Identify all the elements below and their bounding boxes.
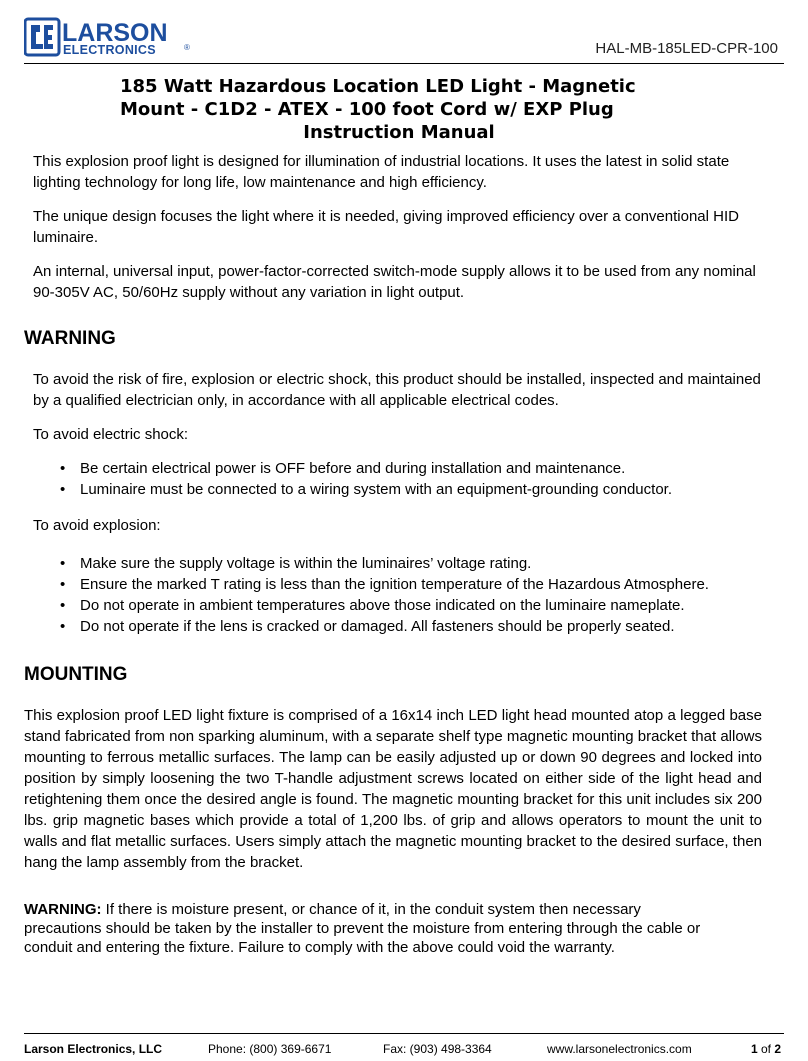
warning-paragraph [33,369,762,411]
list-item-text: Do not operate in ambient temperatures above those indicated on the luminaire nameplate. [80,597,685,614]
footer-company: Larson Electronics, LLC [24,1042,163,1056]
list-item [60,574,768,595]
footer-fax: Fax: (903) 498-3364 [383,1042,492,1056]
logo-name-text: LARSON [62,19,168,47]
list-item-text: Ensure the marked T rating is less than the ignition temperature of the Hazardous Atmosphere. [80,576,709,593]
bullet-icon: • [60,481,66,498]
electric-shock-intro-text: To avoid electric shock: [33,426,189,443]
list-item [60,458,768,479]
larson-logo-mark [24,17,194,57]
mounting-heading: MOUNTING [24,664,128,685]
larson-logo [24,17,194,57]
mounting-warning-line-1 [24,900,762,919]
list-item-text: Be certain electrical power is OFF before and during installation and maintenance. [80,460,626,477]
list-item [60,595,768,616]
title-line-1: 185 Watt Hazardous Location LED Light - Magnetic [120,76,636,97]
warning-paragraph-text: To avoid the risk of fire, explosion or electric shock, this product should be installed, inspected and maintained by a qualified electrician only, in accordance with all applicable electrical codes. [33,371,761,409]
mounting-warning-label: WARNING: [24,901,102,918]
mounting-warning [24,900,762,957]
electric-shock-list [60,458,768,500]
footer-website: www.larsonelectronics.com [547,1042,692,1056]
list-item [60,479,768,500]
mounting-paragraph-text: This explosion proof LED light fixture is comprised of a 16x14 inch LED light head mounted atop a legged base stand fabricated from non sparking aluminum, with a separate shelf type magnetic mounting bracket that allows mounting to ferrous metallic surfaces. The lamp can be easily adjusted up or down 90 degrees and locked into position by simply loosening the two T-handle adjustment screws located on either side of the light head and retightening them once the desired angle is found. The magnetic mounting bracket for this unit includes six 200 lbs. grip magnetic bases which provide a total of 1,200 lbs. of grip and allows operators to mount the unit to walls and flat metallic surfaces. Users simply attach the magnetic mounting bracket to the desired surface, then hang the lamp assembly from the bracket. [24,707,762,871]
list-item-text: Luminaire must be connected to a wiring system with an equipment-grounding conductor. [80,481,672,498]
list-item-text: Do not operate if the lens is cracked or damaged. All fasteners should be properly seated. [80,618,675,635]
intro-paragraph-1 [33,151,762,193]
explosion-list [60,553,768,637]
explosion-intro-text: To avoid explosion: [33,517,161,534]
list-item-text: Make sure the supply voltage is within the luminaires’ voltage rating. [80,555,532,572]
document-title [100,75,708,144]
intro-paragraph-3-text: An internal, universal input, power-factor-corrected switch-mode supply allows it to be used from any nominal 90-305V AC, 50/60Hz supply without any variation in light output. [33,263,756,301]
bullet-icon: • [60,576,66,593]
intro-paragraph-1-text: This explosion proof light is designed for illumination of industrial locations. It uses the latest in solid state lighting technology for long life, low maintenance and high efficiency. [33,153,730,191]
document-number: HAL-MB-185LED-CPR-100 [595,40,778,57]
intro-paragraph-2 [33,206,762,248]
mounting-warning-text-1: If there is moisture present, or chance of it, in the conduit system then necessary [101,901,641,918]
intro-paragraph-2-text: The unique design focuses the light where it is needed, giving improved efficiency over a conventional HID luminaire. [33,208,739,246]
title-line-3: Instruction Manual [303,122,495,143]
electric-shock-intro [33,424,762,445]
list-item [60,616,768,637]
logo-registered-mark: ® [184,43,190,52]
intro-paragraph-3 [33,261,762,303]
page-total: 2 [774,1042,781,1056]
footer-page-number [751,1042,781,1056]
page-of: of [757,1042,775,1056]
title-line-2: Mount - C1D2 - ATEX - 100 foot Cord w/ EXP Plug [120,99,614,120]
warning-heading: WARNING [24,328,116,349]
header-divider [24,63,784,64]
bullet-icon: • [60,555,66,572]
list-item [60,553,768,574]
bullet-icon: • [60,618,66,635]
footer-phone: Phone: (800) 369-6671 [208,1042,332,1056]
mounting-warning-line-3: conduit and entering the fixture. Failure to comply with the above could void the warranty. [24,939,615,956]
bullet-icon: • [60,597,66,614]
mounting-warning-line-2: precautions should be taken by the installer to prevent the moisture from entering through the cable or [24,920,701,937]
mounting-paragraph [24,705,762,873]
page-current: 1 [750,1042,758,1056]
logo-sub-text: ELECTRONICS [63,43,156,57]
footer-divider [24,1033,784,1034]
explosion-intro [33,515,762,536]
bullet-icon: • [60,460,66,477]
